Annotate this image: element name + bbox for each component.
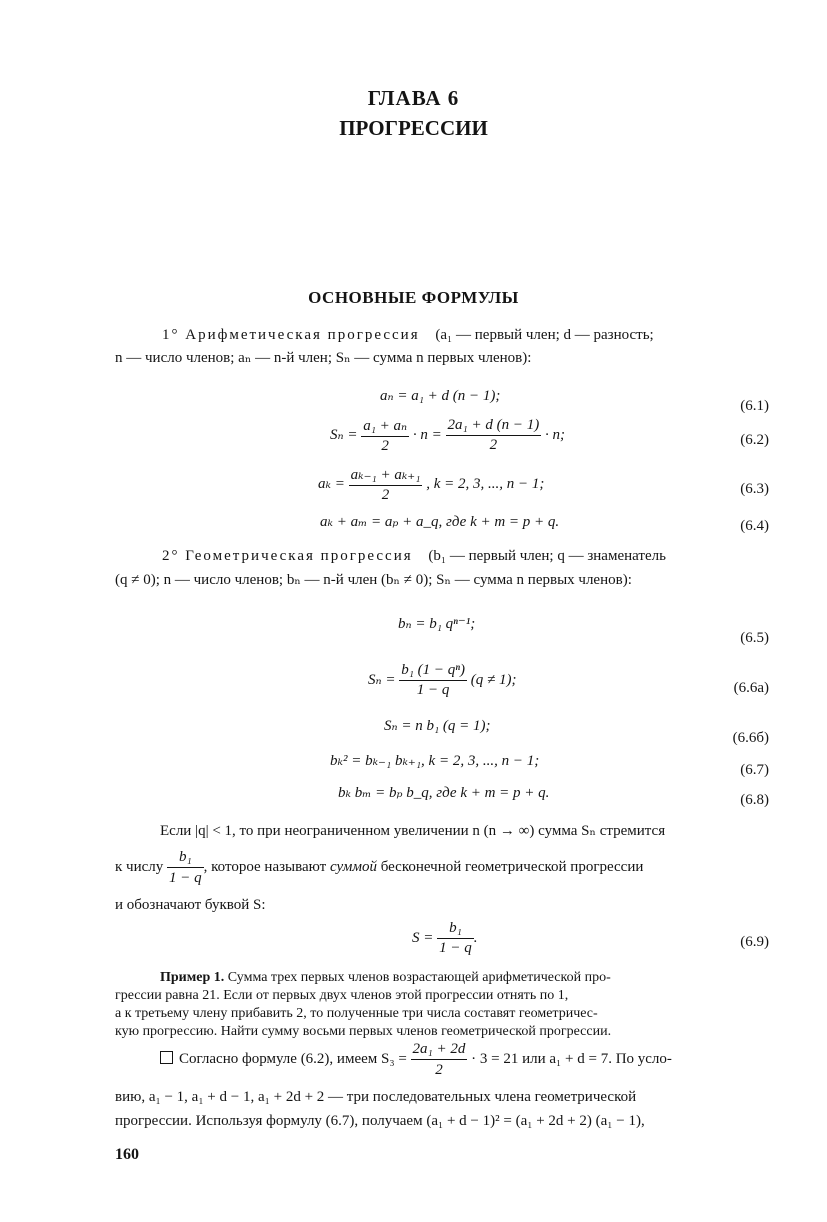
limit-frac-den: 1 − q [167,867,204,887]
limit-frac-num: b₁ [178,849,192,865]
solution-frac [411,1040,468,1079]
formula-6-3-num: aₖ₋₁ + aₖ₊₁ [350,467,421,483]
formula-6-2-lhs: Sₙ = [330,426,358,443]
formula-6-3-den: 2 [349,485,423,504]
formula-6-2-tail: · n; [544,426,565,443]
limit-line3: и обозначают буквой S: [115,897,266,913]
formula-6-9-tail: . [473,929,478,946]
limit-post-a: , которое называют [203,858,327,875]
formula-6-9-num: b₁ [449,920,462,936]
formula-6-2-frac1 [361,416,409,455]
formula-6-5: bₙ = b₁ qⁿ⁻¹; [398,616,476,632]
item1-line2: n — число членов; aₙ — n-й член; Sₙ — сумма n первых членов): [115,350,532,366]
limit-line1: Если |q| < 1, то при неограниченном увеличении n (n → ∞) сумма Sₙ стремится [160,823,666,839]
eqno-6-7: (6.7) [740,762,769,778]
solution-frac-num: 2a₁ + 2d [412,1041,466,1057]
formula-6-6a-frac [399,662,467,699]
item1-line1 [162,326,654,344]
eqno-6-1: (6.1) [740,398,769,414]
formula-6-3 [318,465,544,504]
solution-line1 [160,1040,672,1079]
formula-6-7: bₖ² = bₖ₋₁ bₖ₊₁, k = 2, 3, ..., n − 1; [330,753,540,769]
solution-line3: прогрессии. Используя формулу (6.7), получаем (a₁ + d − 1)² = (a₁ + 2d + 2) (a₁ − 1), [115,1113,645,1129]
limit-post-em: суммой [329,858,377,875]
limit-pre: к числу [115,858,164,875]
solution-pre: Согласно формуле (6.2), имеем S₃ = [179,1050,407,1067]
formula-6-6b: Sₙ = n b₁ (q = 1); [384,718,491,734]
solution-line2: вию, a₁ − 1, a₁ + d − 1, a₁ + 2d + 2 — три последовательных члена геометрической [115,1089,637,1105]
item2-line1 [162,547,666,565]
formula-6-9-frac [437,920,474,957]
formula-6-9-lhs: S = [412,929,434,946]
chapter-label: ГЛАВА 6 [367,86,460,110]
eqno-6-3: (6.3) [740,481,769,497]
eqno-6-6b: (6.6б) [732,730,769,746]
example-line3: а к третьему члену прибавить 2, то полученные три числа составят геометричес- [115,1006,598,1021]
solution-square-icon [160,1051,173,1064]
example-text-1: Сумма трех первых членов возрастающей арифметической про- [227,970,611,985]
eqno-6-5: (6.5) [740,630,769,646]
eqno-6-9: (6.9) [740,934,769,950]
formula-6-2-den1: 2 [361,436,409,455]
formula-6-6a-tail: (q ≠ 1); [470,671,517,688]
limit-frac [167,848,204,887]
formula-6-3-lhs: aₖ = [318,475,345,492]
eqno-6-4: (6.4) [740,518,769,534]
solution-post: · 3 = 21 или a₁ + d = 7. По усло- [471,1050,672,1067]
page-number: 160 [115,1146,139,1163]
formula-6-1: aₙ = a₁ + d (n − 1); [380,388,501,404]
formula-6-9 [412,920,478,957]
solution-frac-den: 2 [411,1059,468,1079]
item1-rest: (a₁ — первый член; d — разность; [435,327,654,343]
example-line4: кую прогрессию. Найти сумму восьми первых членов геометрической прогрессии. [115,1024,612,1039]
formula-6-6a-lhs: Sₙ = [368,671,396,688]
formula-6-6a-num: b₁ (1 − qⁿ) [401,662,466,678]
item2-rest: (b₁ — первый член; q — знаменатель [428,548,666,564]
formula-6-8: bₖ bₘ = bₚ b_q, где k + m = p + q. [338,785,550,801]
eqno-6-8: (6.8) [740,792,769,808]
formula-6-3-tail: , k = 2, 3, ..., n − 1; [426,475,545,492]
eqno-6-2: (6.2) [740,432,769,448]
formula-6-2-frac2 [446,417,542,454]
chapter-title: ПРОГРЕССИИ [339,116,488,140]
formula-6-9-den: 1 − q [439,940,472,956]
section-title: ОСНОВНЫЕ ФОРМУЛЫ [308,288,519,307]
formula-6-2-mid: · n = [412,426,442,443]
limit-post-b: бесконечной геометрической прогрессии [380,858,644,875]
formula-6-2-den2: 2 [446,435,542,454]
item1-lead: 1° Арифметическая прогрессия [162,327,420,343]
example-label: Пример 1. [160,970,225,985]
formula-6-4: aₖ + aₘ = aₚ + a_q, где k + m = p + q. [320,514,560,530]
formula-6-6a [368,662,516,699]
formula-6-3-frac [349,465,423,504]
example-line1 [160,970,611,986]
formula-6-2-num2: 2a₁ + d (n − 1) [447,417,540,433]
formula-6-6a-den: 1 − q [399,680,467,699]
formula-6-2-num1: a₁ + aₙ [363,418,408,434]
formula-6-2 [330,416,565,455]
item2-line2: (q ≠ 0); n — число членов; bₙ — n-й член (bₙ ≠ 0); Sₙ — сумма n первых членов): [115,572,632,588]
eqno-6-6a: (6.6а) [733,680,769,696]
limit-line2 [115,848,643,887]
example-line2: грессии равна 21. Если от первых двух членов этой прогрессии отнять по 1, [115,988,569,1003]
item2-lead: 2° Геометрическая прогрессия [162,548,413,564]
